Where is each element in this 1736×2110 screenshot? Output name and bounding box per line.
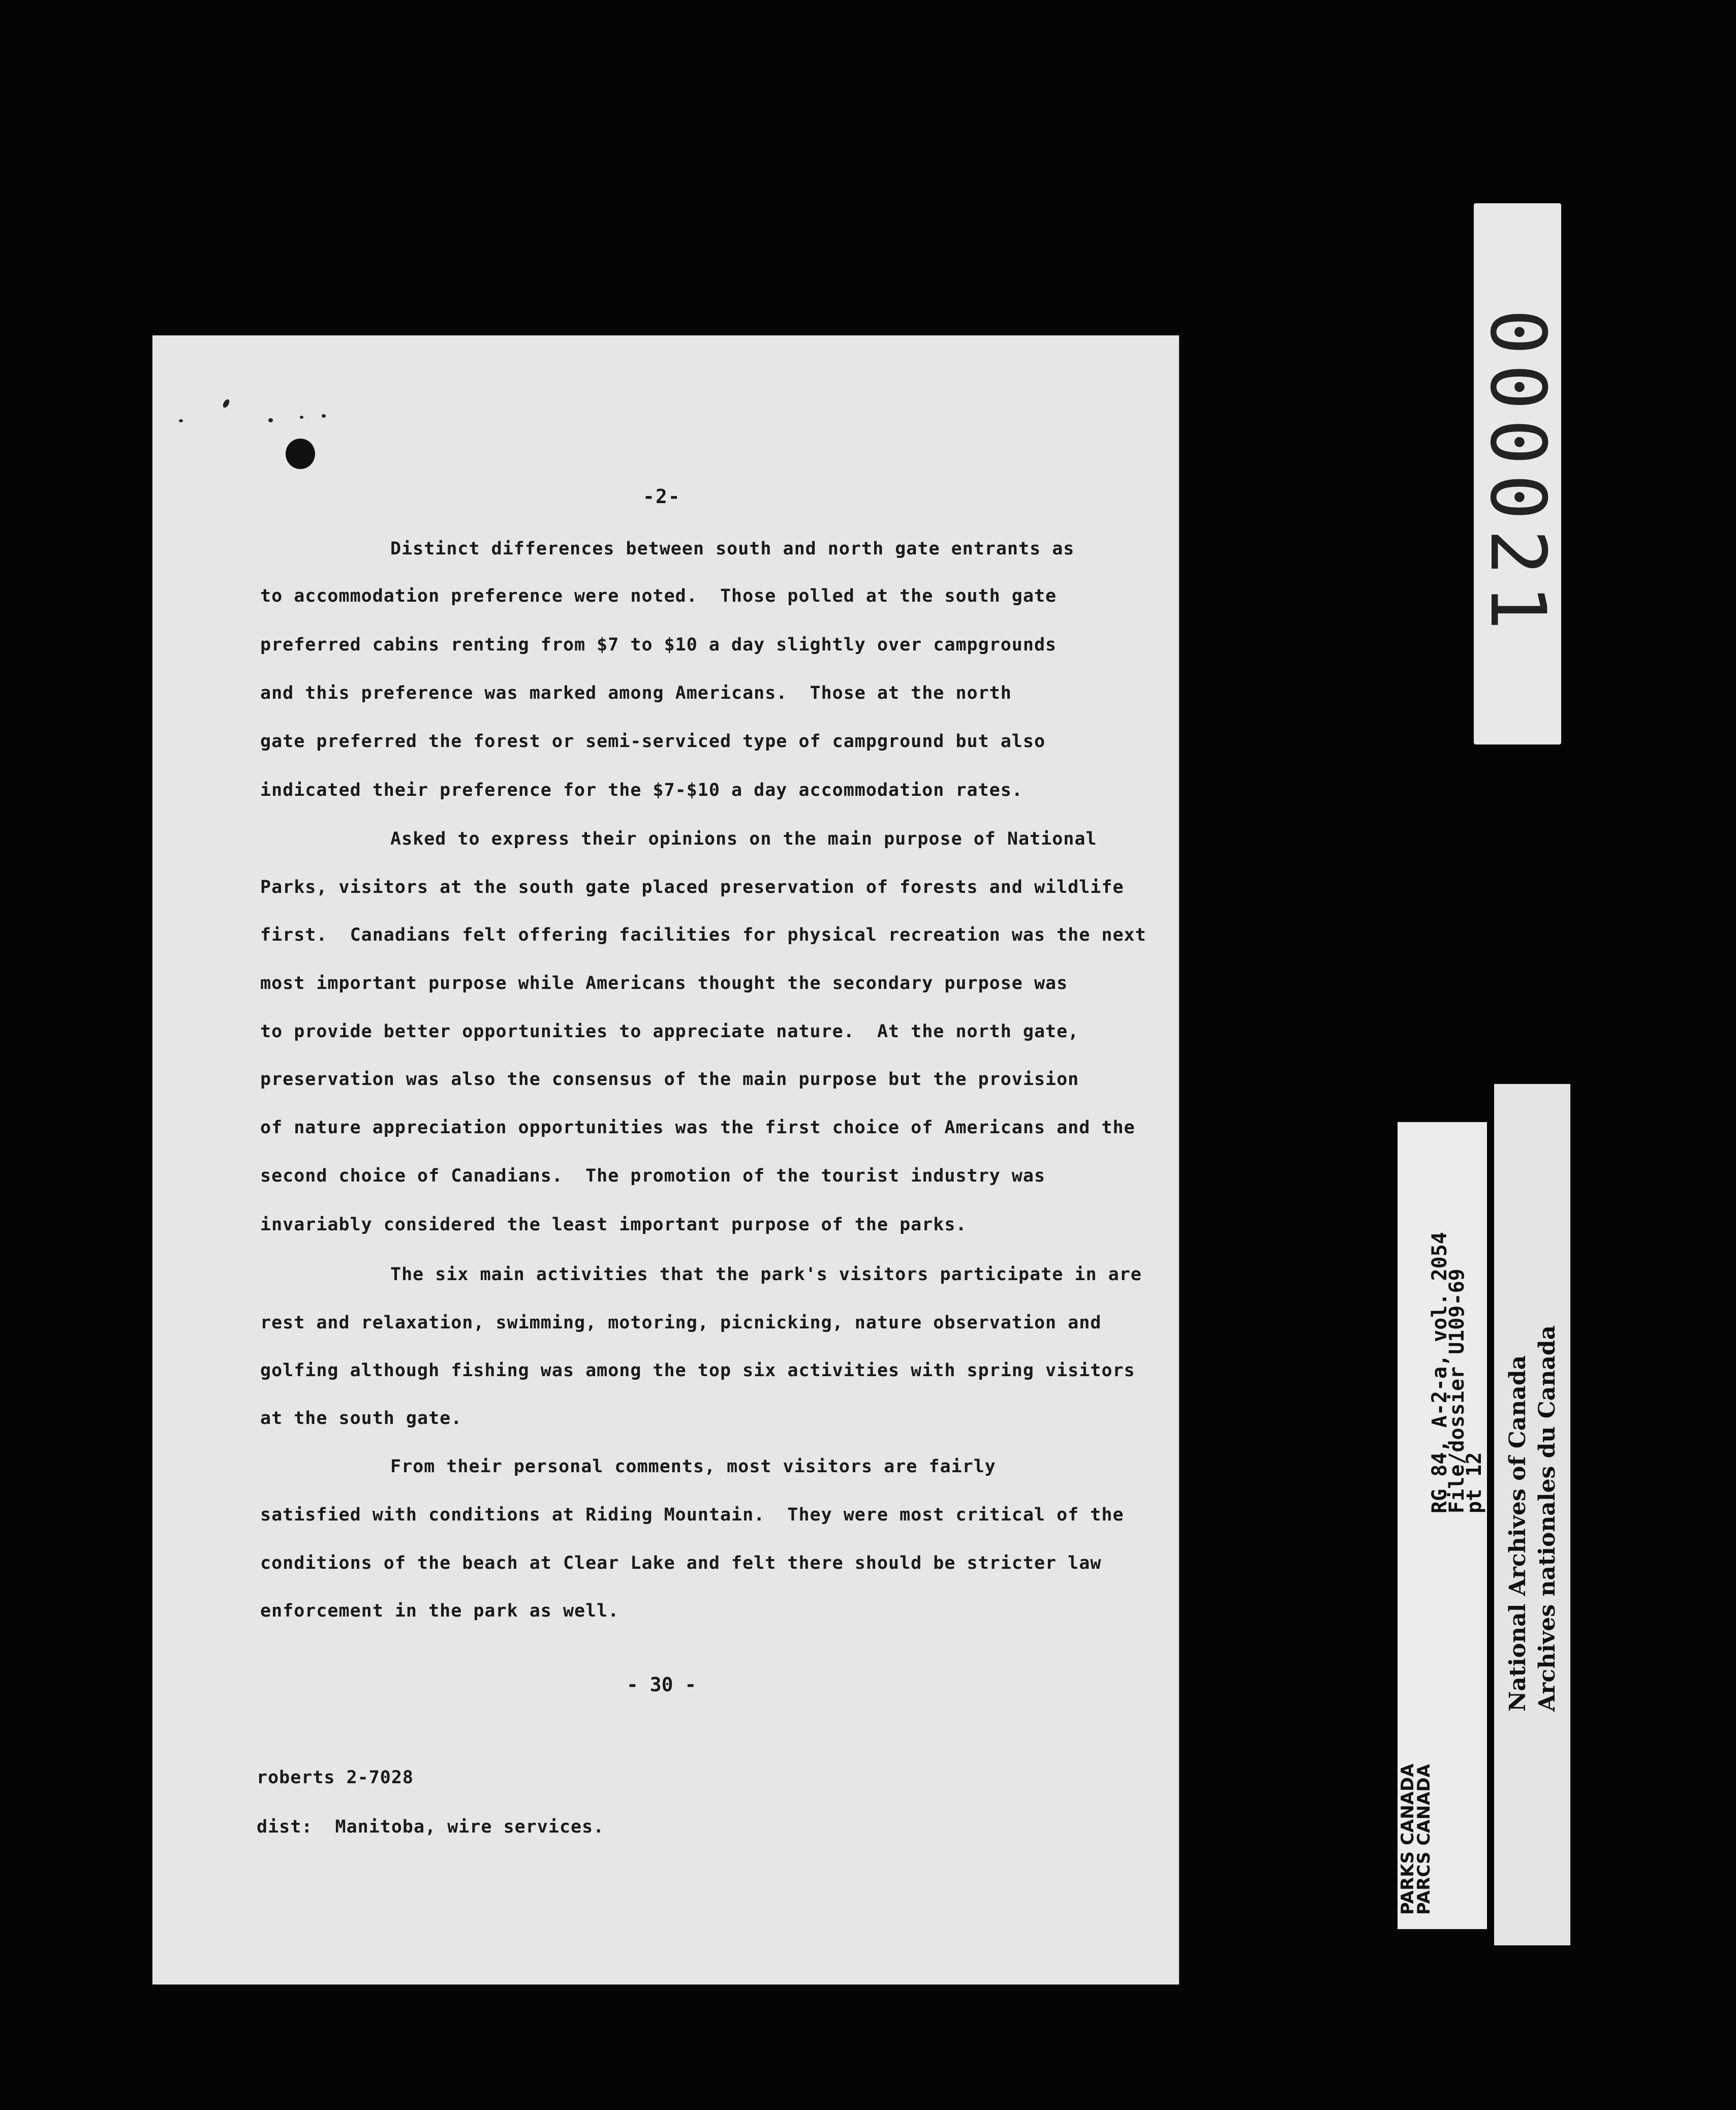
body-line: to provide better opportunities to appreciate nature. At the north gate,	[260, 1021, 1079, 1042]
body-line: most important purpose while Americans thought the secondary purpose was	[260, 973, 1068, 994]
distribution-line: dist: Manitoba, wire services.	[257, 1817, 605, 1837]
ink-speck	[322, 414, 326, 418]
page-number-bottom: - 30 -	[627, 1673, 697, 1696]
body-line: From their personal comments, most visitors are fairly	[390, 1456, 996, 1477]
body-line: Distinct differences between south and north gate entrants as	[390, 539, 1075, 559]
body-line: second choice of Canadians. The promotion of the tourist industry was	[260, 1166, 1046, 1186]
page-number-top: -2-	[643, 485, 681, 508]
national-archives-label	[1494, 1084, 1570, 1945]
archives-french: Archives nationales du Canada	[1534, 1325, 1560, 1712]
contact-line: roberts 2-7028	[257, 1767, 414, 1788]
national-archives-text	[1503, 1325, 1562, 1712]
reference-line: pt 12	[1463, 1452, 1486, 1513]
ink-speck	[268, 418, 273, 422]
body-line: first. Canadians felt offering facilities for physical recreation was the next	[260, 925, 1146, 945]
document-page	[152, 335, 1179, 1984]
ink-speck	[179, 419, 183, 422]
body-line: preservation was also the consensus of the main purpose but the provision	[260, 1069, 1079, 1090]
frame-counter: 000021	[1473, 308, 1562, 639]
body-line: preferred cabins renting from $7 to $10 a day slightly over campgrounds	[260, 635, 1057, 655]
body-line: golfing although fishing was among the top six activities with spring visitors	[260, 1360, 1135, 1381]
body-line: indicated their preference for the $7-$10 a day accommodation rates.	[260, 780, 1023, 800]
body-line: gate preferred the forest or semi-serviced type of campground but also	[260, 731, 1046, 752]
agency-line: PARCS CANADA	[1414, 1764, 1434, 1915]
reference-line: RG 84, A-2-a, vol. 2054	[1428, 1232, 1451, 1513]
reference-line: File/dossier U109-69	[1445, 1268, 1469, 1513]
frame-counter-tab	[1474, 203, 1561, 744]
archive-reference-text	[1428, 1232, 1486, 1513]
body-line: at the south gate.	[260, 1408, 462, 1429]
body-line: Parks, visitors at the south gate placed preservation of forests and wildlife	[260, 877, 1124, 897]
body-line: and this preference was marked among Americans. Those at the north	[260, 683, 1012, 703]
body-line: to accommodation preference were noted. Those polled at the south gate	[260, 586, 1057, 606]
body-line: invariably considered the least important purpose of the parks.	[260, 1215, 967, 1235]
body-line: Asked to express their opinions on the main purpose of National	[390, 829, 1097, 849]
ink-blot	[286, 439, 315, 469]
ink-speck	[300, 416, 303, 419]
body-line: conditions of the beach at Clear Lake and felt there should be stricter law	[260, 1553, 1102, 1573]
body-line: satisfied with conditions at Riding Mountain. They were most critical of the	[260, 1505, 1124, 1525]
agency-line: PARKS CANADA	[1398, 1763, 1418, 1915]
archives-english: National Archives of Canada	[1505, 1355, 1531, 1712]
body-line: of nature appreciation opportunities was the first choice of Americans and the	[260, 1118, 1135, 1138]
archive-reference-label	[1398, 1122, 1487, 1929]
body-line: rest and relaxation, swimming, motoring, picnicking, nature observation and	[260, 1313, 1102, 1333]
body-line: enforcement in the park as well.	[260, 1601, 619, 1621]
agency-text	[1400, 1763, 1432, 1915]
body-line: The six main activities that the park's visitors participate in are	[390, 1264, 1142, 1285]
